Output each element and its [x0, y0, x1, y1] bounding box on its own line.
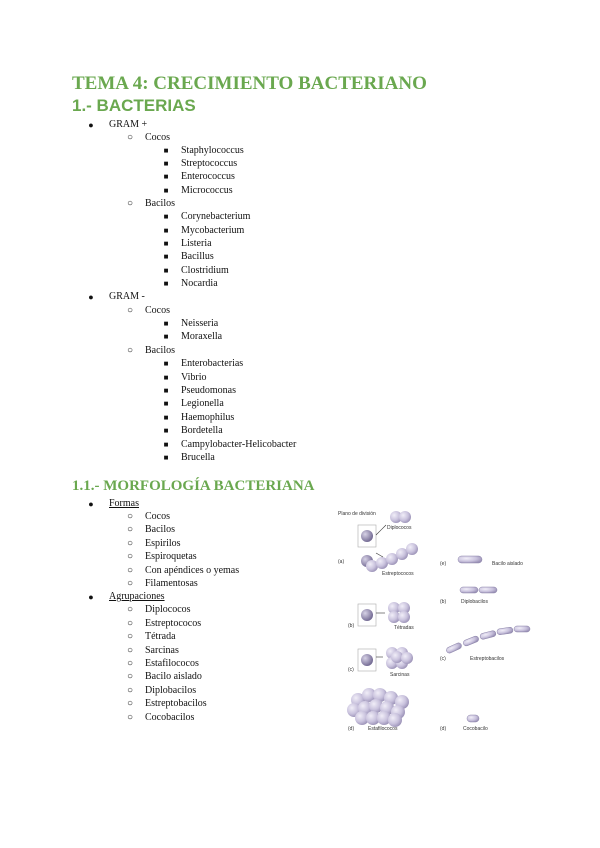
bullet-disc-icon: ● — [88, 592, 94, 602]
bacillus-cell — [458, 556, 482, 563]
page-title: TEMA 4: CRECIMIENTO BACTERIANO — [72, 73, 427, 94]
bullet-circle-icon: ○ — [126, 538, 134, 549]
bullet-square-icon: ■ — [163, 399, 169, 408]
bullet-circle-icon: ○ — [126, 645, 134, 656]
bacillus-cell — [497, 627, 514, 635]
bullet-square-icon: ■ — [163, 252, 169, 261]
bullet-circle-icon: ○ — [126, 551, 134, 562]
bullet-square-icon: ■ — [163, 426, 169, 435]
coccus-cell — [399, 511, 411, 523]
bullet-disc-icon: ● — [88, 292, 94, 302]
streptococci-label: Estreptococos — [382, 571, 414, 577]
bacillus-cell — [445, 642, 462, 654]
bullet-square-icon: ■ — [163, 239, 169, 248]
bullet-circle-icon: ○ — [126, 345, 134, 356]
figure-letter: (d) — [348, 726, 355, 732]
bullet-square-icon: ■ — [163, 359, 169, 368]
bullet-square-icon: ■ — [163, 146, 169, 155]
bullet-circle-icon: ○ — [126, 671, 134, 682]
bullet-circle-icon: ○ — [126, 604, 134, 615]
sarcinae-illustration — [348, 647, 413, 678]
coccus-cell — [361, 654, 373, 666]
coccobacillus-illustration — [440, 715, 488, 732]
streptobacilli-illustration — [440, 626, 530, 662]
bullet-circle-icon: ○ — [126, 198, 134, 209]
bullet-square-icon: ■ — [163, 172, 169, 181]
streptococci-illustration — [338, 543, 418, 577]
bullet-circle-icon: ○ — [126, 565, 134, 576]
bacillus-cell — [462, 635, 479, 647]
bullet-square-icon: ■ — [163, 440, 169, 449]
coccobacillus-label: Cocobacilo — [463, 726, 488, 732]
bullet-circle-icon: ○ — [126, 698, 134, 709]
tetrads-illustration — [348, 602, 414, 631]
sarcinae-label: Sarcinas — [390, 672, 410, 678]
bullet-square-icon: ■ — [163, 413, 169, 422]
figure-letter: (d) — [440, 726, 447, 732]
single-bacillus-label: Bacilo aislado — [492, 561, 523, 567]
bullet-square-icon: ■ — [163, 212, 169, 221]
plane-label: Plano de división — [338, 511, 376, 517]
bullet-circle-icon: ○ — [126, 618, 134, 629]
section-heading-morfologia: 1.1.- MORFOLOGÍA BACTERIANA — [72, 478, 315, 494]
bullet-disc-icon: ● — [88, 499, 94, 509]
bullet-circle-icon: ○ — [126, 631, 134, 642]
figure-letter: (c) — [348, 667, 354, 673]
bullet-square-icon: ■ — [163, 332, 169, 341]
diplobacilli-illustration — [440, 587, 497, 605]
bacillus-cell — [479, 587, 497, 593]
bullet-square-icon: ■ — [163, 186, 169, 195]
bullet-square-icon: ■ — [163, 266, 169, 275]
figure-letter: (a) — [338, 559, 345, 565]
coccobacillus-cell — [467, 715, 479, 722]
bullet-square-icon: ■ — [163, 453, 169, 462]
coccus-cell — [398, 611, 410, 623]
bacterial-arrangements-figure — [338, 505, 538, 735]
staphylococci-label: Estafilococos — [368, 726, 398, 732]
bacillus-cell — [514, 626, 530, 632]
bullet-square-icon: ■ — [163, 279, 169, 288]
bullet-circle-icon: ○ — [126, 524, 134, 535]
coccus-cell — [361, 609, 373, 621]
coccus-cell — [361, 530, 373, 542]
bullet-circle-icon: ○ — [126, 305, 134, 316]
bullet-circle-icon: ○ — [126, 685, 134, 696]
arrow-icon — [376, 553, 383, 557]
figure-letter: (e) — [440, 561, 447, 567]
tetrads-label: Tétradas — [394, 625, 414, 631]
bullet-square-icon: ■ — [163, 373, 169, 382]
bullet-circle-icon: ○ — [126, 578, 134, 589]
staphylococci-illustration — [347, 688, 409, 732]
figure-letter: (c) — [440, 656, 446, 662]
bullet-circle-icon: ○ — [126, 511, 134, 522]
bullet-square-icon: ■ — [163, 319, 169, 328]
bullet-disc-icon: ● — [88, 120, 94, 130]
bacillus-cell — [460, 587, 478, 593]
bullet-circle-icon: ○ — [126, 658, 134, 669]
coccus-cell — [406, 543, 418, 555]
bullet-circle-icon: ○ — [126, 132, 134, 143]
coccus-cell — [401, 652, 413, 664]
arrow-icon — [376, 525, 386, 535]
diplococci-illustration — [338, 511, 412, 547]
diplobacilli-label: Diplobacilos — [461, 599, 488, 605]
streptobacilli-label: Estreptobacilos — [470, 656, 505, 662]
diplococci-label: Diplococos — [387, 525, 412, 531]
coccus-cell — [388, 713, 402, 727]
bullet-square-icon: ■ — [163, 386, 169, 395]
bullet-square-icon: ■ — [163, 226, 169, 235]
figure-letter: (b) — [440, 599, 447, 605]
bullet-square-icon: ■ — [163, 159, 169, 168]
bacillus-cell — [479, 630, 496, 640]
section-heading-bacterias: 1.- BACTERIAS — [72, 96, 196, 115]
single-bacillus-illustration — [440, 556, 523, 567]
figure-letter: (b) — [348, 623, 355, 629]
bullet-circle-icon: ○ — [126, 712, 134, 723]
